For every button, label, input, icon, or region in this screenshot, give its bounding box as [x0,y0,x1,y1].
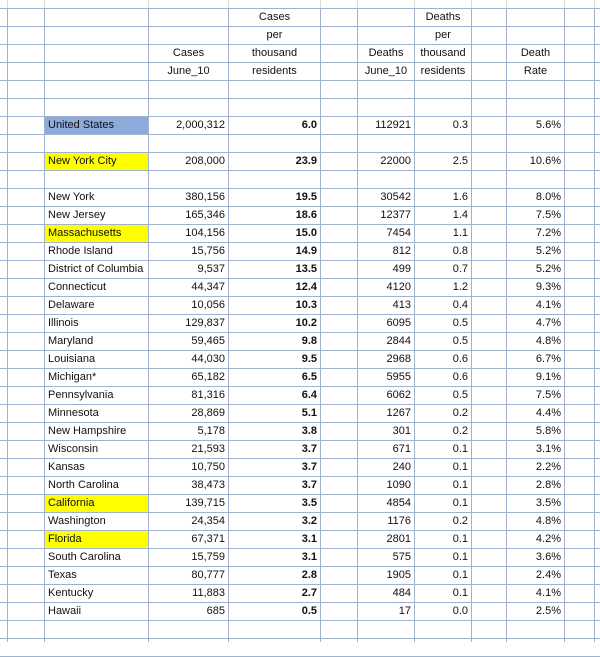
row-label-cell[interactable]: Maryland [48,335,94,347]
row-label-cell[interactable]: California [45,495,148,512]
cases-cell[interactable]: 81,316 [191,389,225,401]
cases-per-thousand-cell[interactable]: 13.5 [295,263,317,275]
cases-per-thousand-cell[interactable]: 9.5 [301,353,317,365]
cases-per-thousand-cell[interactable]: 3.5 [301,497,317,509]
cases-per-thousand-cell[interactable]: 12.4 [295,281,317,293]
death-rate-cell[interactable]: 3.6% [535,551,561,563]
cases-cell[interactable]: 44,347 [191,281,225,293]
grid-column-line [471,0,472,8]
column-header-deaths-per-thousand[interactable]: thousand [420,47,466,59]
deaths-per-thousand-cell[interactable]: 0.8 [452,245,468,257]
death-rate-cell[interactable]: 4.1% [535,299,561,311]
column-header-cases-per-thousand[interactable]: residents [252,65,297,77]
row-label-cell[interactable]: Delaware [48,299,95,311]
grid-row-line [0,134,600,135]
deaths-cell[interactable]: 2844 [386,335,411,347]
row-label-cell[interactable]: United States [45,117,148,134]
row-label-cell[interactable]: Pennsylvania [48,389,114,401]
deaths-per-thousand-cell[interactable]: 0.6 [452,353,468,365]
grid-column-line [564,0,565,8]
cases-cell[interactable]: 21,593 [191,443,225,455]
column-header-deaths[interactable]: June_10 [364,65,408,77]
death-rate-cell[interactable]: 2.2% [535,461,561,473]
death-rate-cell[interactable]: 4.2% [535,533,561,545]
deaths-per-thousand-cell[interactable]: 0.1 [452,587,468,599]
row-label-cell[interactable]: Kansas [48,461,85,473]
cases-cell[interactable]: 65,182 [191,371,225,383]
row-label-cell[interactable]: Washington [48,515,106,527]
row-label-cell[interactable]: Massachusetts [45,225,148,242]
cases-per-thousand-cell[interactable]: 3.1 [301,533,317,545]
deaths-per-thousand-cell[interactable]: 0.1 [452,533,468,545]
cases-per-thousand-cell[interactable]: 6.0 [301,119,317,131]
cases-cell[interactable]: 2,000,312 [176,119,225,131]
row-label-cell[interactable]: Michigan* [48,371,97,383]
row-label-cell[interactable]: New Jersey [48,209,106,221]
row-label-cell[interactable]: South Carolina [48,551,121,563]
column-header-deaths-per-thousand[interactable]: residents [420,65,466,77]
deaths-per-thousand-cell[interactable]: 1.1 [452,227,468,239]
deaths-per-thousand-cell[interactable]: 0.1 [452,569,468,581]
column-header-cases-per-thousand[interactable]: per [266,29,283,41]
deaths-cell[interactable]: 301 [392,425,411,437]
row-label-cell[interactable]: District of Columbia [48,263,144,275]
deaths-per-thousand-cell[interactable]: 0.2 [452,407,468,419]
cases-cell[interactable]: 59,465 [191,335,225,347]
death-rate-cell[interactable]: 4.1% [535,587,561,599]
cases-cell[interactable]: 15,759 [191,551,225,563]
cases-per-thousand-cell[interactable]: 0.5 [301,605,317,617]
cases-per-thousand-cell[interactable]: 3.7 [301,479,317,491]
death-rate-cell[interactable]: 5.6% [535,119,561,131]
deaths-cell[interactable]: 4854 [386,497,411,509]
deaths-cell[interactable]: 1176 [387,515,411,527]
death-rate-cell[interactable]: 7.5% [535,389,561,401]
grid-column-line [7,0,8,8]
cases-cell[interactable]: 24,354 [191,515,225,527]
grid-row-line [0,638,600,639]
deaths-per-thousand-cell[interactable]: 1.2 [452,281,468,293]
death-rate-cell[interactable]: 9.1% [535,371,561,383]
deaths-cell[interactable]: 6095 [386,317,411,329]
grid-column-line [320,0,321,642]
death-rate-cell[interactable]: 2.5% [535,605,561,617]
cases-cell[interactable]: 104,156 [185,227,225,239]
cases-per-thousand-cell[interactable]: 5.1 [301,407,317,419]
cases-per-thousand-cell[interactable]: 14.9 [295,245,317,257]
deaths-per-thousand-cell[interactable]: 0.0 [452,605,468,617]
death-rate-cell[interactable]: 3.1% [535,443,561,455]
cases-cell[interactable]: 38,473 [191,479,225,491]
deaths-per-thousand-cell[interactable]: 0.1 [452,497,468,509]
cases-per-thousand-cell[interactable]: 3.7 [301,461,317,473]
grid-column-line [357,0,358,8]
deaths-cell[interactable]: 575 [392,551,411,563]
death-rate-cell[interactable]: 2.4% [535,569,561,581]
column-header-cases-per-thousand[interactable]: thousand [251,47,298,59]
death-rate-cell[interactable]: 4.7% [535,317,561,329]
deaths-per-thousand-cell[interactable]: 2.5 [452,155,468,167]
deaths-cell[interactable]: 30542 [380,191,411,203]
deaths-cell[interactable]: 240 [392,461,411,473]
deaths-per-thousand-cell[interactable]: 0.1 [452,461,468,473]
row-label-cell[interactable]: Kentucky [48,587,94,599]
row-label-cell[interactable]: Illinois [48,317,79,329]
death-rate-cell[interactable]: 7.2% [535,227,561,239]
cases-cell[interactable]: 11,883 [192,587,225,599]
cases-cell[interactable]: 129,837 [185,317,225,329]
cases-per-thousand-cell[interactable]: 3.7 [301,443,317,455]
cases-cell[interactable]: 165,346 [185,209,225,221]
cases-per-thousand-cell[interactable]: 10.2 [295,317,317,329]
cases-cell[interactable]: 15,756 [191,245,225,257]
deaths-per-thousand-cell[interactable]: 0.2 [452,425,468,437]
death-rate-cell[interactable]: 8.0% [535,191,561,203]
death-rate-cell[interactable]: 4.8% [535,515,561,527]
grid-column-line [414,0,415,8]
deaths-cell[interactable]: 1267 [386,407,411,419]
grid-column-line [594,0,595,642]
cases-per-thousand-cell[interactable]: 19.5 [295,191,317,203]
row-label-cell[interactable]: Rhode Island [48,245,113,257]
cases-cell[interactable]: 208,000 [185,155,225,167]
cases-per-thousand-cell[interactable]: 6.5 [301,371,317,383]
deaths-cell[interactable]: 671 [392,443,411,455]
deaths-cell[interactable]: 484 [392,587,411,599]
column-header-death-rate[interactable]: Rate [523,65,548,77]
grid-column-line [594,0,595,8]
deaths-per-thousand-cell[interactable]: 0.7 [452,263,468,275]
column-header-cases[interactable]: Cases [172,47,205,59]
column-header-deaths[interactable]: Deaths [368,47,404,59]
grid-column-line [148,0,149,8]
deaths-per-thousand-cell[interactable]: 0.6 [452,371,468,383]
grid-column-line [471,0,472,642]
column-header-cases[interactable]: June_10 [167,65,210,77]
row-label-cell[interactable]: Florida [45,531,148,548]
deaths-cell[interactable]: 7454 [386,227,411,239]
grid-column-line [44,0,45,8]
death-rate-cell[interactable]: 2.8% [535,479,561,491]
cases-per-thousand-cell[interactable]: 3.2 [301,515,317,527]
deaths-cell[interactable]: 5955 [386,371,411,383]
cases-per-thousand-cell[interactable]: 15.0 [295,227,317,239]
grid-row-line [0,98,600,99]
death-rate-cell[interactable]: 10.6% [529,155,561,167]
cases-cell[interactable]: 139,715 [185,497,225,509]
top-margin [0,0,600,8]
deaths-per-thousand-cell[interactable]: 0.4 [452,299,468,311]
deaths-cell[interactable]: 17 [398,605,411,617]
row-label-cell[interactable]: Texas [48,569,77,581]
row-label-cell[interactable]: North Carolina [48,479,119,491]
death-rate-cell[interactable]: 5.2% [535,263,561,275]
cases-cell[interactable]: 10,056 [191,299,225,311]
cases-cell[interactable]: 380,156 [185,191,225,203]
cases-per-thousand-cell[interactable]: 6.4 [301,389,317,401]
row-label-cell[interactable]: New York City [45,153,148,170]
death-rate-cell[interactable]: 5.2% [535,245,561,257]
deaths-cell[interactable]: 1090 [386,479,411,491]
deaths-cell[interactable]: 22000 [380,155,411,167]
cases-cell[interactable]: 80,777 [191,569,225,581]
deaths-cell[interactable]: 6062 [386,389,411,401]
death-rate-cell[interactable]: 3.5% [535,497,561,509]
deaths-cell[interactable]: 112921 [375,119,411,131]
deaths-per-thousand-cell[interactable]: 0.5 [452,389,468,401]
column-header-deaths-per-thousand[interactable]: per [435,29,451,41]
cases-per-thousand-cell[interactable]: 18.6 [295,209,317,221]
row-label-cell[interactable]: Connecticut [48,281,107,293]
column-header-cases-per-thousand[interactable]: Cases [258,11,291,23]
deaths-per-thousand-cell[interactable]: 1.6 [452,191,468,203]
cases-per-thousand-cell[interactable]: 23.9 [295,155,317,167]
grid-column-line [506,0,507,8]
grid-row-line [0,80,600,81]
death-rate-cell[interactable]: 7.5% [535,209,561,221]
cases-per-thousand-cell[interactable]: 2.7 [301,587,317,599]
death-rate-cell[interactable]: 4.4% [535,407,561,419]
cases-cell[interactable]: 67,371 [191,533,225,545]
row-label-cell[interactable]: Minnesota [48,407,99,419]
row-label-cell[interactable]: Wisconsin [48,443,99,455]
deaths-per-thousand-cell[interactable]: 0.2 [452,515,468,527]
column-header-deaths-per-thousand[interactable]: Deaths [425,11,461,23]
deaths-per-thousand-cell[interactable]: 0.1 [452,551,468,563]
deaths-cell[interactable]: 12377 [380,209,411,221]
cases-cell[interactable]: 28,869 [191,407,225,419]
cases-per-thousand-cell[interactable]: 3.8 [301,425,317,437]
row-label-cell[interactable]: Louisiana [48,353,96,365]
deaths-per-thousand-cell[interactable]: 0.1 [452,479,468,491]
deaths-cell[interactable]: 4120 [386,281,411,293]
cases-per-thousand-cell[interactable]: 3.1 [301,551,317,563]
deaths-per-thousand-cell[interactable]: 0.5 [452,335,468,347]
cases-cell[interactable]: 5,178 [197,425,225,437]
death-rate-cell[interactable]: 4.8% [535,335,561,347]
deaths-cell[interactable]: 2801 [386,533,411,545]
cases-cell[interactable]: 10,750 [191,461,225,473]
deaths-cell[interactable]: 812 [392,245,411,257]
cases-per-thousand-cell[interactable]: 10.3 [295,299,317,311]
grid-column-line [320,0,321,8]
grid-column-line [7,0,8,642]
death-rate-cell[interactable]: 5.8% [535,425,561,437]
cases-per-thousand-cell[interactable]: 9.8 [301,335,317,347]
cases-cell[interactable]: 685 [206,605,225,617]
row-label-cell[interactable]: New York [48,191,95,203]
grid-column-line [564,0,565,642]
death-rate-cell[interactable]: 6.7% [535,353,561,365]
grid-row-line [0,620,600,621]
column-header-death-rate[interactable]: Death [520,47,551,59]
deaths-cell[interactable]: 1905 [386,569,411,581]
deaths-per-thousand-cell[interactable]: 1.4 [452,209,468,221]
row-label-cell[interactable]: New Hampshire [48,425,127,437]
deaths-per-thousand-cell[interactable]: 0.1 [452,443,468,455]
cases-cell[interactable]: 9,537 [197,263,225,275]
row-label-cell[interactable]: Hawaii [48,605,82,617]
deaths-cell[interactable]: 413 [392,299,411,311]
deaths-per-thousand-cell[interactable]: 0.3 [452,119,468,131]
deaths-cell[interactable]: 499 [392,263,411,275]
grid-column-line [228,0,229,8]
death-rate-cell[interactable]: 9.3% [535,281,561,293]
cases-cell[interactable]: 44,030 [191,353,225,365]
cases-per-thousand-cell[interactable]: 2.8 [301,569,317,581]
deaths-per-thousand-cell[interactable]: 0.5 [452,317,468,329]
grid-row-line [0,170,600,171]
deaths-cell[interactable]: 2968 [386,353,411,365]
